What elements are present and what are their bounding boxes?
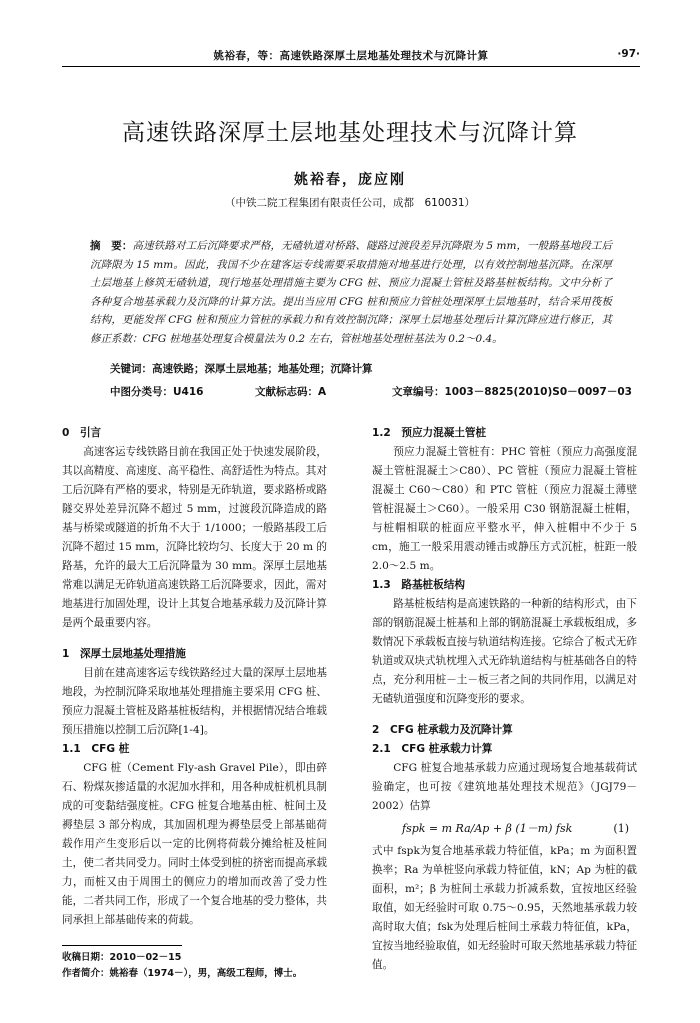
equation-1 [372, 816, 637, 842]
page-number: ·97· [617, 48, 640, 60]
abstract-text: 高速铁路对工后沉降要求严格，无碴轨道对桥路、隧路过渡段差异沉降限为 5 mm，一般路基地段工后沉降限为 15 mm。因此，我国不少在建客运专线需要采取措施对地基进行处理，以有效控制地基沉降。在深厚土层地基上修筑无碴轨道，现行地基处理措施主要为 CFG 桩、预应力混凝土管桩及路基桩板结构。文中分析了各种复合地基承载力及沉降的计算方法。提出当应用 CFG 桩和预应力管桩处理深厚土层地基时，结合采用筏板结构，更能发挥 CFG 桩和预应力管桩的承载力和有效控制沉降；深厚土层地基处理后计算沉降应进行修正，其修正系数：CFG 桩地基处理复合模量法为 0.2 左右，管桩地基处理桩基法为 0.2～0.4。 [90, 240, 612, 345]
section-2-1-paragraph: CFG 桩复合地基承载力应通过现场复合地基载荷试验确定，也可按《建筑地基处理技术规范》（JGJ79－2002）估算 [372, 762, 637, 812]
section-1-3-paragraph: 路基桩板结构是高速铁路的一种新的结构形式，由下部的钢筋混凝土桩基和上部的钢筋混凝土承载板组成，多数情况下承载板直接与轨道结构连接。它综合了板式无砟轨道或双块式轨枕埋入式无砟轨道结构与桩基础各自的特点，充分利用桩－土－板三者之间的共同作用，以满足对无碴轨道强度和沉降变形的要求。 [372, 598, 637, 705]
keywords-label: 关键词： [110, 363, 152, 375]
article-id: 文章编号：1003－8825(2010)S0－0097－03 [392, 386, 632, 398]
equation-1-formula: fspk = m Ra/Ap + β (1－m) fsk [402, 822, 573, 835]
equation-1-explanation: 式中 fspk为复合地基承载力特征值，kPa；m 为面积置换率；Ra 为单桩竖向承载力特征值，kN；Ap 为桩的截面积，m²；β 为桩间土承载力折减系数，宜按地区经验取值，如无经验时可取 0.75～0.95，天然地基承载力较高时取大值；fsk为处理后桩间土承载力特征值，kPa，宜按当地经验取值，如无经验时可取天然地基承载力特征值。 [372, 845, 637, 971]
footnote-divider [62, 945, 182, 946]
abstract [90, 237, 612, 348]
section-0-title: 0 引言 [62, 427, 102, 439]
section-2-title: 2 CFG 桩承载力及沉降计算 [372, 724, 513, 736]
abstract-label: 摘 要： [90, 240, 133, 252]
section-1-1-paragraph: CFG 桩（Cement Fly-ash Gravel Pile），即由碎石、粉煤灰掺适量的水泥加水拌和，用各种成桩机机具制成的可变黏结强度桩。CFG 桩复合地基由桩、桩间土及褥垫层 3 部分构成，其加固机理为褥垫层受上部基础荷载作用产生变形后以一定的比例将荷载分摊给桩及桩间土，使二者共同受力。同时土体受到桩的挤密而提高承载力，而桩又由于周围土的侧应力的增加而改善了受力性能，二者共同工作，形成了一个复合地基的受力整体，共同承担上部基础传来的荷载。 [62, 762, 327, 926]
document-code: 文献标志码：A [255, 386, 327, 398]
section-1-3-title: 1.3 路基桩板结构 [372, 579, 465, 591]
equation-1-number: (1) [613, 822, 629, 835]
section-1-1-title: 1.1 CFG 桩 [62, 743, 130, 755]
received-date: 收稿日期：2010－02－15 [62, 952, 182, 963]
author-bio: 作者简介：姚裕春（1974－），男，高级工程师，博士。 [62, 968, 303, 979]
authors: 姚裕春，庞应刚 [294, 172, 406, 188]
section-0-paragraph: 高速客运专线铁路目前在我国正处于快速发展阶段，其以高精度、高速度、高平稳性、高舒适性为特点。其对工后沉降有严格的要求，特别是无砟轨道，要求路桥或路隧交界处差异沉降不超过 5 mm，过渡段沉降造成的路基与桥梁或隧道的折角不大于 1/1000；一般路基段工后沉降不超过 15 mm，沉降比较均匀、长度大于 20 m 的路基，允许的最大工后沉降量为 30 mm。深厚土层地基常难以满足无砟轨道高速铁路工后沉降要求，因此，需对地基进行加固处理，设计上其复合地基承载力及沉降计算是两个最重要内容。 [62, 446, 327, 629]
running-header [62, 46, 640, 67]
classification-line [110, 384, 632, 400]
section-2-1-title: 2.1 CFG 桩承载力计算 [372, 743, 493, 755]
paper-title: 高速铁路深厚土层地基处理技术与沉降计算 [122, 120, 578, 146]
footnote [62, 950, 327, 982]
keywords [110, 361, 610, 376]
clc-number: 中图分类号：U416 [110, 386, 204, 398]
affiliation: （中铁二院工程集团有限责任公司，成都 610031） [224, 197, 476, 209]
left-column [62, 424, 327, 930]
section-1-2-paragraph: 预应力混凝土管桩有：PHC 管桩（预应力高强度混凝土管桩混凝土＞C80）、PC 管桩（预应力混凝土管桩混凝土 C60～C80）和 PTC 管桩（预应力混凝土薄壁管桩混凝土＞C60）。一般采用 C30 钢筋混凝土桩帽，与桩帽相联的桩面应平整水平，伸入桩帽中不少于 5 cm，施工一般采用震动锤击或静压方式沉桩，桩距一般 2.0～2.5 m。 [372, 446, 637, 572]
right-column [372, 424, 637, 975]
section-1-title: 1 深厚土层地基处理措施 [62, 648, 186, 660]
section-1-paragraph: 目前在建高速客运专线铁路经过大量的深厚土层地基地段，为控制沉降采取地基处理措施主要采用 CFG 桩、预应力混凝土管桩及路基桩板结构，并根据情况结合堆载预压措施以控制工后沉降[1-4]。 [62, 667, 327, 736]
section-1-2-title: 1.2 预应力混凝土管桩 [372, 427, 487, 439]
keywords-text: 高速铁路；深厚土层地基；地基处理；沉降计算 [152, 363, 373, 375]
running-title: 姚裕春，等：高速铁路深厚土层地基处理技术与沉降计算 [213, 50, 489, 62]
